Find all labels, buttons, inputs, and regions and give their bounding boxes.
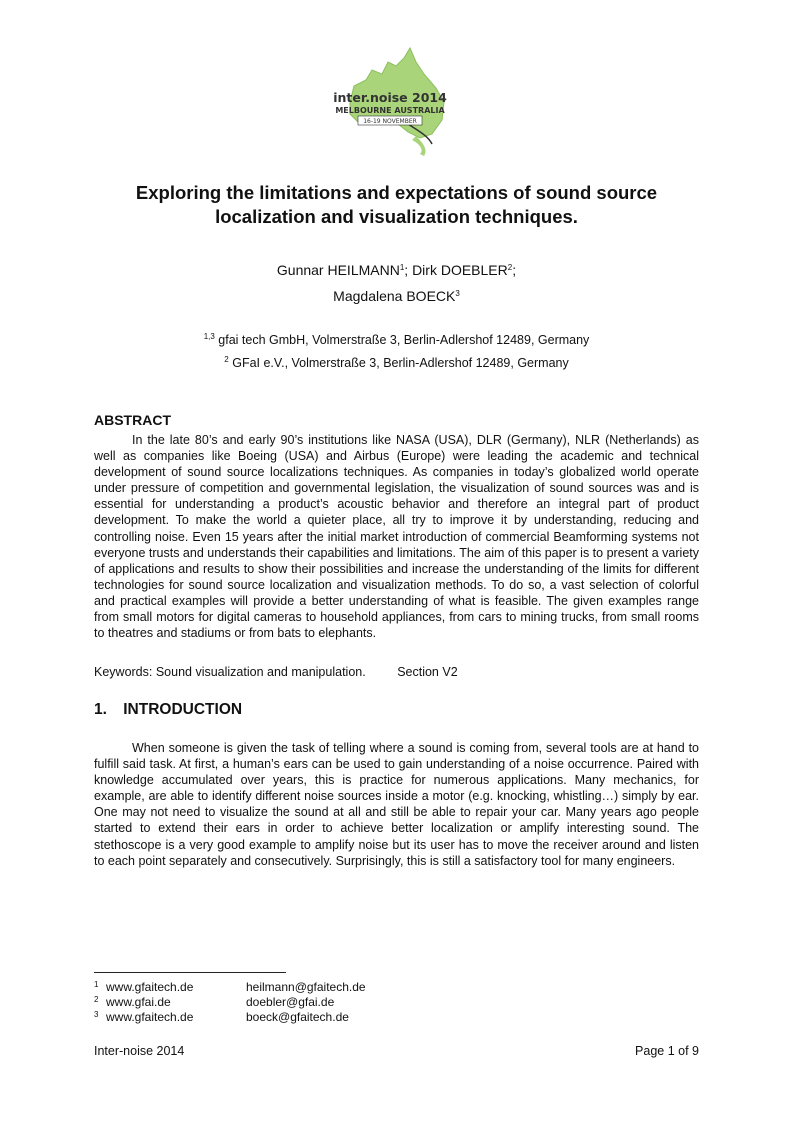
- section-number: 1.: [94, 701, 107, 718]
- australia-map-logo: [320, 40, 460, 160]
- affiliation-2-sup: 2: [224, 355, 229, 364]
- introduction-body: When someone is given the task of telling where a sound is coming from, several tools are at hand to fulfill said task. At first, a human’s ears can be used to gain understanding of a noise occurrence. Paired with knowledge accumulated over years, this is practice for numerous applications. Many mechanics, for example, are able to identify different noise sources inside a motor (e.g. knocking, whistling…) simply by ear. One may not need to visualize the sound at all and still be able to repair your car. Many years ago people started to extend their ears in order to achieve better localization or amplify interesting sound. The stethoscope is a very good example to amplify noise but its user has to move the receiver around and listen to each point separately and consecutively. Surprisingly, this is still a satisfactory tool for many engineers.: [94, 741, 699, 868]
- introduction-heading: [94, 701, 242, 719]
- author-sep-2: ;: [512, 262, 517, 278]
- affiliation-1-sup: 1,3: [203, 332, 215, 341]
- affiliation-2-text: GFaI e.V., Volmerstraße 3, Berlin-Adlershof 12489, Germany: [232, 356, 569, 370]
- author-line-1: [60, 256, 733, 282]
- author-3-sup: 3: [455, 289, 460, 298]
- footnote-website: www.gfaitech.de: [106, 1010, 194, 1024]
- keywords-text: Keywords: Sound visualization and manipulation.: [94, 665, 366, 679]
- footnotes: [94, 980, 446, 1025]
- footnote-website: www.gfai.de: [106, 995, 171, 1009]
- footnote-rule: [94, 972, 286, 973]
- keywords-line: [94, 665, 458, 679]
- footnote-row: [94, 980, 446, 995]
- footnote-website: www.gfaitech.de: [106, 980, 194, 994]
- logo-line3: 16-19 NOVEMBER: [363, 118, 417, 125]
- footnote-email: boeck@gfaitech.de: [246, 1010, 349, 1024]
- abstract-body: In the late 80’s and early 90’s institutions like NASA (USA), DLR (Germany), NLR (Netherlands) as well as companies like Boeing (USA) and Airbus (Europe) were leading the academic and technical development of sound source localizations techniques. As companies in today’s globalized world operate under pressure of competition and governmental legislation, the visualization of sound sources was and is essential for understanding a product’s acoustic behavior and therefore an integral part of product development. To make the world a quieter place, all try to improve it by understanding, reducing and controlling noise. Even 15 years after the initial market introduction of commercial Beamforming systems not everyone trusts and understands their capabilities and limitations. The aim of this paper is to present a variety of applications and results to show their possibilities and increase the understanding of the limits for different technologies for sound source localization and visualization methods. To do so, a vast selection of colorful and practical examples will provide a better understanding of what is feasible. The given examples range from small motors for digital cameras to household appliances, from cars to mining trucks, from small rooms to theatres and stadiums or from bats to elephants.: [94, 433, 699, 641]
- footer-page-number: Page 1 of 9: [635, 1044, 699, 1058]
- affiliation-1: [60, 329, 733, 348]
- footer-conference: Inter-noise 2014: [94, 1044, 185, 1058]
- author-list: [60, 256, 733, 308]
- tasmania-shape: [412, 136, 426, 156]
- author-line-2: [60, 282, 733, 308]
- section-title: INTRODUCTION: [123, 701, 243, 718]
- author-2-name: Dirk DOEBLER: [412, 262, 508, 278]
- author-3-name: Magdalena BOECK: [333, 288, 456, 304]
- footnote-number: 3: [94, 1010, 99, 1019]
- footnote-email: doebler@gfai.de: [246, 995, 335, 1009]
- paper-title: [60, 181, 733, 229]
- conference-logo: [320, 40, 460, 160]
- author-1-name: Gunnar HEILMANN: [276, 262, 400, 278]
- footnote-email: heilmann@gfaitech.de: [246, 980, 366, 994]
- logo-line2: MELBOURNE AUSTRALIA: [335, 106, 445, 115]
- affiliation-2: [60, 352, 733, 371]
- footnote-row: [94, 995, 446, 1010]
- footnote-row: [94, 1010, 446, 1025]
- footnote-number: 2: [94, 995, 99, 1004]
- affiliation-1-text: gfai tech GmbH, Volmerstraße 3, Berlin-Adlershof 12489, Germany: [218, 333, 590, 347]
- title-line-2: localization and visualization techniques.: [215, 206, 578, 227]
- logo-line1: inter.noise 2014: [333, 90, 447, 105]
- author-sep-1: ;: [404, 262, 413, 278]
- title-line-1: Exploring the limitations and expectations of sound source: [135, 182, 658, 203]
- footnote-number: 1: [94, 980, 99, 989]
- section-ref: Section V2: [397, 665, 458, 679]
- author-1-sup: 1: [399, 263, 405, 272]
- abstract-heading: ABSTRACT: [94, 412, 171, 428]
- author-2-sup: 2: [507, 263, 513, 272]
